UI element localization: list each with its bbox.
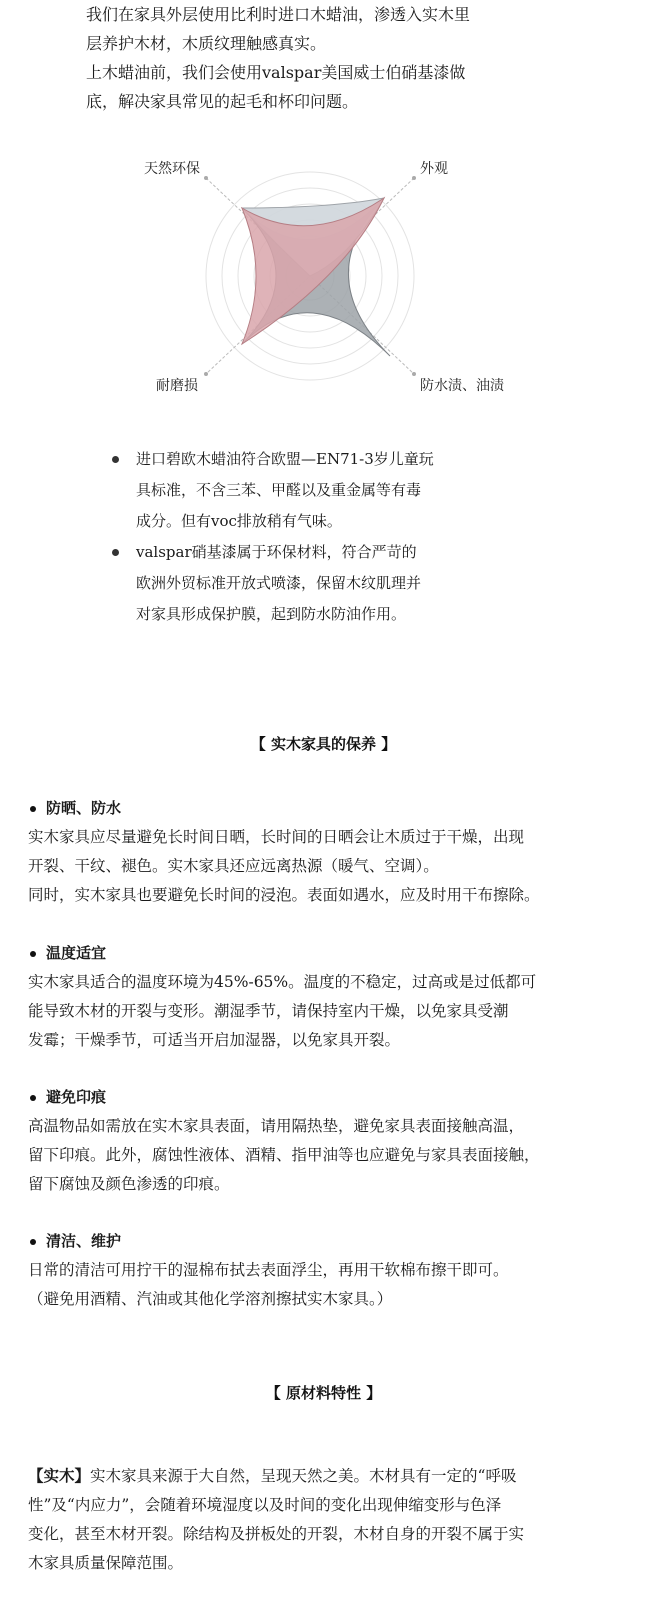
care-line: 同时，实木家具也要避免长时间的浸泡。表面如遇水，应及时用干布擦除。 [28, 886, 540, 904]
bullet-dot [112, 549, 119, 556]
care-line: 留下印痕。此外，腐蚀性液体、酒精、指甲油等也应避免与家具表面接触， [28, 1146, 540, 1164]
intro-line: 我们在家具外层使用比利时进口木蜡油，渗透入实木里 [86, 5, 471, 24]
list-line: 成分。但有voc排放稍有气味。 [136, 512, 342, 530]
care-heading-text: 清洁、维护 [46, 1232, 122, 1250]
care-section-temperature [28, 939, 638, 1055]
radar-label-appearance: 外观 [420, 161, 448, 177]
intro-line: 底，解决家具常见的起毛和杯印问题。 [86, 92, 359, 111]
care-section-sunwater [28, 794, 638, 910]
radar-chart [130, 148, 530, 408]
list-line: valspar硝基漆属于环保材料，符合严苛的 [136, 543, 417, 561]
care-line: 日常的清洁可用拧干的湿棉布拭去表面浮尘，再用干软棉布擦干即可。 [28, 1261, 509, 1279]
care-heading [28, 939, 638, 968]
care-heading-text: 温度适宜 [46, 944, 107, 962]
radar-svg [130, 148, 530, 408]
materials-line [28, 1462, 628, 1491]
care-heading-text: 防晒、防水 [46, 799, 122, 817]
radar-label-wear: 耐磨损 [156, 378, 198, 394]
intro-text [86, 0, 556, 116]
radar-label-waterproof: 防水渍、油渍 [420, 378, 504, 394]
care-heading-text: 避免印痕 [46, 1088, 107, 1106]
list-line: 欧洲外贸标准开放式喷漆，保留木纹肌理并 [136, 574, 422, 592]
list-item [112, 444, 532, 537]
list-line: 具标准，不含三苯、甲醛以及重金属等有毒 [136, 481, 422, 499]
care-heading [28, 1227, 638, 1256]
care-line: 高温物品如需放在实木家具表面，请用隔热垫，避免家具表面接触高温， [28, 1117, 525, 1135]
list-line: 进口碧欧木蜡油符合欧盟—EN71-3岁儿童玩 [136, 450, 434, 468]
materials-line: 木家具质量保障范围。 [28, 1554, 184, 1572]
materials-line-text: 实木家具来源于大自然，呈现天然之美。木材具有一定的“呼吸 [90, 1467, 517, 1485]
list-line: 对家具形成保护膜，起到防水防油作用。 [136, 605, 407, 623]
materials-tag: 【实木】 [28, 1467, 91, 1485]
bullet-dot [30, 806, 36, 812]
bullet-dot [30, 1239, 36, 1245]
care-line: （避免用酒精、汽油或其他化学溶剂擦拭实木家具。） [28, 1290, 393, 1308]
care-section-marks [28, 1083, 638, 1199]
care-line: 开裂、干纹、褪色。实木家具还应远离热源（暖气、空调）。 [28, 857, 439, 875]
care-line: 实木家具应尽量避免长时间日晒，长时间的日晒会让木质过于干燥，出现 [28, 828, 525, 846]
care-heading [28, 1083, 638, 1112]
intro-line: 上木蜡油前，我们会使用valspar美国威士伯硝基漆做 [86, 63, 466, 82]
intro-line: 层养护木材，木质纹理触感真实。 [86, 34, 327, 53]
bullet-dot [112, 456, 119, 463]
care-section-title: 【 实木家具的保养 】 [250, 735, 397, 753]
materials-line: 性”及“内应力”，会随着环境湿度以及时间的变化出现伸缩变形与色泽 [28, 1496, 502, 1514]
list-item [112, 537, 532, 630]
radar-label-eco: 天然环保 [144, 161, 200, 177]
care-section-cleaning [28, 1227, 638, 1314]
care-line: 实木家具适合的温度环境为45%-65%。温度的不稳定，过高或是过低都可 [28, 973, 537, 991]
bullet-dot [30, 1095, 36, 1101]
materials-text [28, 1462, 628, 1578]
bullet-dot [30, 951, 36, 957]
materials-line: 变化，甚至木材开裂。除结构及拼板处的开裂，木材自身的开裂不属于实 [28, 1525, 525, 1543]
care-line: 能导致木材的开裂与变形。潮湿季节，请保持室内干燥，以免家具受潮 [28, 1002, 509, 1020]
care-line: 发霉；干燥季节，可适当开启加湿器，以免家具开裂。 [28, 1031, 401, 1049]
care-heading [28, 794, 638, 823]
care-line: 留下腐蚀及颜色渗透的印痕。 [28, 1175, 230, 1193]
materials-section-title: 【 原材料特性 】 [265, 1384, 382, 1402]
feature-list [112, 444, 532, 630]
